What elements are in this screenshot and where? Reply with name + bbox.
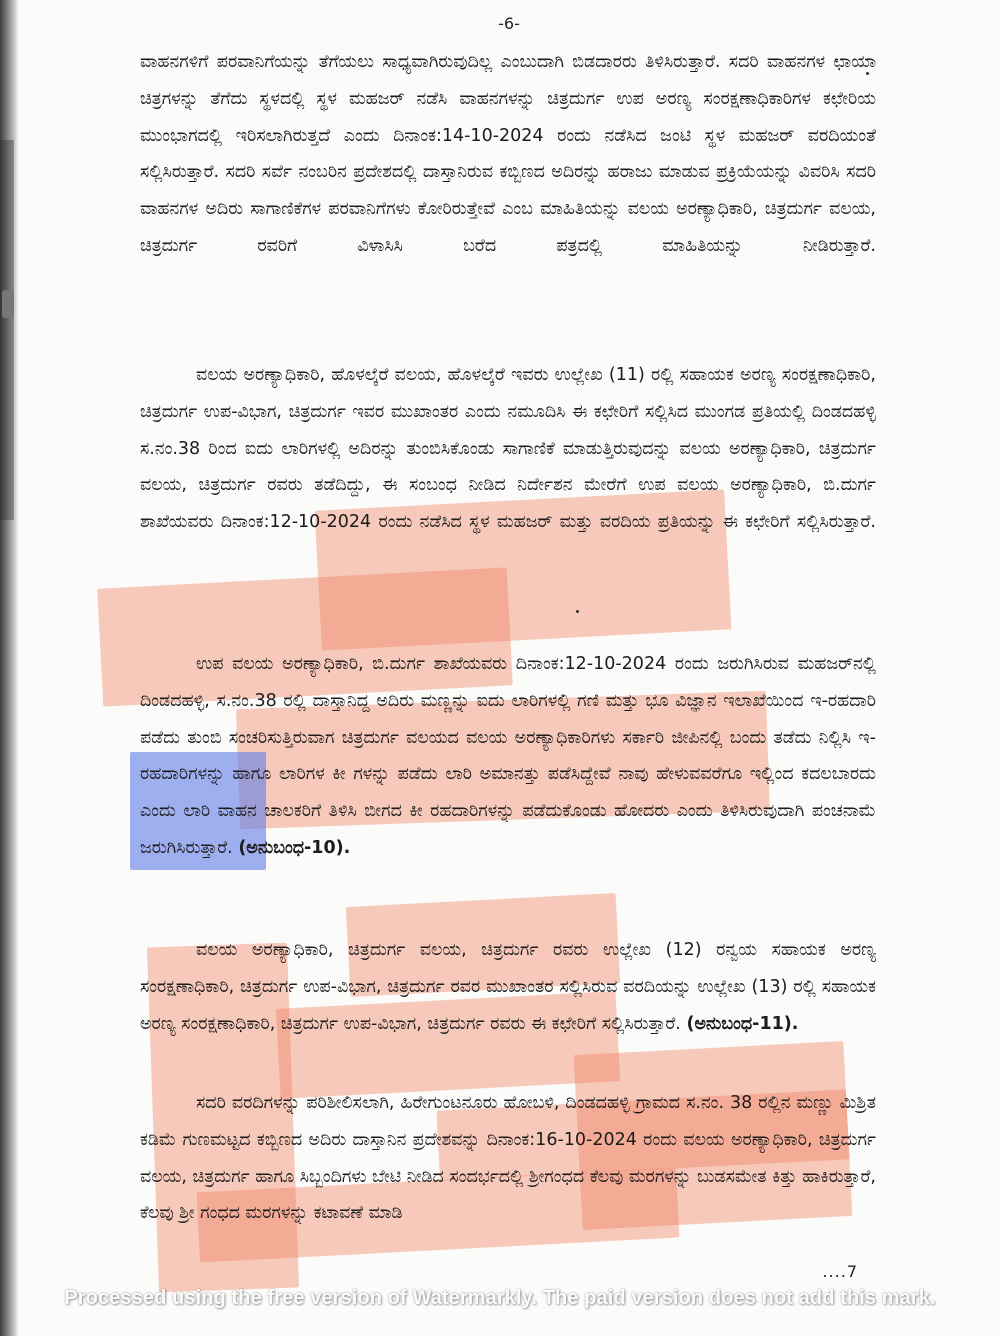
paragraph-text: ಸದರಿ ವರದಿಗಳನ್ನು ಪರಿಶೀಲಿಸಲಾಗಿ, ಹಿರೇಗುಂಟನೂರು ಹೋಬಳಿ, ದಿಂಡದಹಳ್ಳಿ ಗ್ರಾಮದ ಸ.ನಂ. 38 ರಲ್ಲಿನ ಮಣ್ಣು ಮಿಶ್ರಿತ ಕಡಿಮೆ ಗುಣಮಟ್ಟದ ಕಬ್ಬಿಣದ ಅದಿರು ದಾಸ್ತಾನಿನ ಪ್ರದೇಶವನ್ನು ದಿನಾಂಕ:16-10-2024 ರಂದು ವಲಯ ಅರಣ್ಯಾಧಿಕಾರಿ, ಚಿತ್ರದುರ್ಗ ವಲಯ, ಚಿತ್ರದುರ್ಗ ಹಾಗೂ ಸಿಬ್ಬಂದಿಗಳು ಬೇಟಿ ನೀಡಿದ ಸಂದರ್ಭದಲ್ಲಿ ಶ್ರೀಗಂಧದ ಕೆಲವು ಮರಗಳನ್ನು ಬುಡಸಮೇತ ಕಿತ್ತು ಹಾಕಿರುತ್ತಾರೆ, ಕೆಲವು ಶ್ರೀ ಗಂಧದ ಮರಗಳನ್ನು ಕಟಾವಣೆ ಮಾಡಿ [140, 1093, 876, 1224]
paragraph-text: ಉಪ ವಲಯ ಅರಣ್ಯಾಧಿಕಾರಿ, ಬಿ.ದುರ್ಗ ಶಾಖೆಯವರು ದಿನಾಂಕ:12-10-2024 ರಂದು ಜರುಗಿಸಿರುವ ಮಹಜರ್‌ನಲ್ಲಿ ದಿಂಡದಹಳ್ಳಿ, ಸ.ನಂ.38 ರಲ್ಲಿ ದಾಸ್ತಾನಿದ್ದ ಅದಿರು ಮಣ್ಣನ್ನು ಐದು ಲಾರಿಗಳಲ್ಲಿ ಗಣಿ ಮತ್ತು ಭೂ ವಿಜ್ಞಾನ ಇಲಾಖೆಯಿಂದ ಇ-ರಹದಾರಿ ಪಡೆದು ತುಂಬಿ ಸಂಚರಿಸುತ್ತಿರುವಾಗ ಚಿತ್ರದುರ್ಗ ವಲಯದ ವಲಯ ಅರಣ್ಯಾಧಿಕಾರಿಗಳು ಸರ್ಕಾರಿ ಜೀಪಿನಲ್ಲಿ ಬಂದು ತಡೆದು ನಿಲ್ಲಿಸಿ ಇ-ರಹದಾರಿಗಳನ್ನು ಹಾಗೂ ಲಾರಿಗಳ ಕೀ ಗಳನ್ನು ಪಡೆದು ಲಾರಿ ಅಮಾನತ್ತು ಪಡೆಸಿದ್ದೇವೆ ನಾವು ಹೇಳುವವರೆಗೂ ಇಲ್ಲಿಂದ ಕದಲಬಾರದು ಎಂದು ಲಾರಿ ವಾಹನ ಚಾಲಕರಿಗೆ ತಿಳಿಸಿ ಬೀಗದ ಕೀ ರಹದಾರಿಗಳನ್ನು ಪಡೆದುಕೊಂಡು ಹೋದರು ಎಂದು ತಿಳಿಸಿರುವುದಾಗಿ ಪಂಚನಾಮೆ ಜರುಗಿಸಿರುತ್ತಾರೆ. [140, 654, 876, 858]
document-page [18, 0, 1000, 1336]
scan-left-edge [0, 0, 18, 1336]
paragraph-3 [140, 646, 876, 867]
annexure-reference: (ಅನುಬಂಧ-11). [686, 1013, 799, 1034]
paragraph-4 [140, 932, 876, 1042]
scan-shadow [0, 140, 14, 520]
continuation-mark: ....7 [822, 1262, 858, 1281]
paragraph-1 [140, 44, 876, 265]
paragraph-5 [140, 1085, 876, 1232]
paragraph-text: ವಾಹನಗಳಿಗೆ ಪರವಾನಿಗೆಯನ್ನು ತೆಗೆಯಲು ಸಾಧ್ಯವಾಗಿರುವುದಿಲ್ಲ ಎಂಬುದಾಗಿ ಬಿಡದಾರರು ತಿಳಿಸಿರುತ್ತಾರೆ. ಸದರಿ ವಾಹನಗಳ ಛಾಯಾ ಚಿತ್ರಗಳನ್ನು ತೆಗೆದು ಸ್ಥಳದಲ್ಲಿ ಸ್ಥಳ ಮಹಜರ್ ನಡೆಸಿ ವಾಹನಗಳನ್ನು ಚಿತ್ರದುರ್ಗ ಉಪ ಅರಣ್ಯ ಸಂರಕ್ಷಣಾಧಿಕಾರಿಗಳ ಕಛೇರಿಯ ಮುಂಭಾಗದಲ್ಲಿ ಇರಿಸಲಾಗಿರುತ್ತದೆ ಎಂದು ದಿನಾಂಕ:14-10-2024 ರಂದು ನಡೆಸಿದ ಜಂಟಿ ಸ್ಥಳ ಮಹಜರ್ ವರದಿಯಂತೆ ಸಲ್ಲಿಸಿರುತ್ತಾರೆ. ಸದರಿ ಸರ್ವೆ ನಂಬರಿನ ಪ್ರದೇಶದಲ್ಲಿ ದಾಸ್ತಾನಿರುವ ಕಬ್ಬಿಣದ ಅದಿರನ್ನು ಹರಾಜು ಮಾಡುವ ಪ್ರಕ್ರಿಯೆಯನ್ನು ವಿವರಿಸಿ ಸದರಿ ವಾಹನಗಳ ಅದಿರು ಸಾಗಾಣಿಕೆಗಳ ಪರವಾನಿಗೆಗಳು ಕೋರಿರುತ್ತೇವೆ ಎಂಬ ಮಾಹಿತಿಯನ್ನು ವಲಯ ಅರಣ್ಯಾಧಿಕಾರಿ, ಚಿತ್ರದುರ್ಗ ವಲಯ, ಚಿತ್ರದುರ್ಗ ರವರಿಗೆ ವಿಳಾಸಿಸಿ ಬರೆದ ಪತ್ರದಲ್ಲಿ ಮಾಹಿತಿಯನ್ನು ನೀಡಿರುತ್ತಾರೆ. [140, 52, 876, 256]
paragraph-text: ವಲಯ ಅರಣ್ಯಾಧಿಕಾರಿ, ಚಿತ್ರದುರ್ಗ ವಲಯ, ಚಿತ್ರದುರ್ಗ ರವರು ಉಲ್ಲೇಖ (12) ರನ್ವಯ ಸಹಾಯಕ ಅರಣ್ಯ ಸಂರಕ್ಷಣಾಧಿಕಾರಿ, ಚಿತ್ರದುರ್ಗ ಉಪ-ವಿಭಾಗ, ಚಿತ್ರದುರ್ಗ ರವರ ಮುಖಾಂತರ ಸಲ್ಲಿಸಿರುವ ವರದಿಯನ್ನು ಉಲ್ಲೇಖ (13) ರಲ್ಲಿ ಸಹಾಯಕ ಅರಣ್ಯ ಸಂರಕ್ಷಣಾಧಿಕಾರಿ, ಚಿತ್ರದುರ್ಗ ಉಪ-ವಿಭಾಗ, ಚಿತ್ರದುರ್ಗ ರವರು ಈ ಕಛೇರಿಗೆ ಸಲ್ಲಿಸಿರುತ್ತಾರೆ. [140, 940, 876, 1034]
scan-binder-mark [2, 290, 14, 318]
page-number: -6- [498, 14, 520, 33]
paragraph-2 [140, 357, 876, 541]
annexure-reference: (ಅನುಬಂಧ-10). [238, 837, 351, 858]
watermark-text: Processed using the free version of Watermarkly. The paid version does not add this mark. [64, 1287, 936, 1309]
scan-speck [576, 610, 579, 613]
paragraph-text: ವಲಯ ಅರಣ್ಯಾಧಿಕಾರಿ, ಹೊಳಲ್ಕೆರೆ ವಲಯ, ಹೊಳಲ್ಕೆರೆ ಇವರು ಉಲ್ಲೇಖ (11) ರಲ್ಲಿ ಸಹಾಯಕ ಅರಣ್ಯ ಸಂರಕ್ಷಣಾಧಿಕಾರಿ, ಚಿತ್ರದುರ್ಗ ಉಪ-ವಿಭಾಗ, ಚಿತ್ರದುರ್ಗ ಇವರ ಮುಖಾಂತರ ಎಂದು ನಮೂದಿಸಿ ಈ ಕಛೇರಿಗೆ ಸಲ್ಲಿಸಿದ ಮುಂಗಡ ಪ್ರತಿಯಲ್ಲಿ ದಿಂಡದಹಳ್ಳಿ ಸ.ನಂ.38 ರಿಂದ ಐದು ಲಾರಿಗಳಲ್ಲಿ ಅದಿರನ್ನು ತುಂಬಿಸಿಕೊಂಡು ಸಾಗಾಣಿಕೆ ಮಾಡುತ್ತಿರುವುದನ್ನು ವಲಯ ಅರಣ್ಯಾಧಿಕಾರಿ, ಚಿತ್ರದುರ್ಗ ವಲಯ, ಚಿತ್ರದುರ್ಗ ರವರು ತಡೆದಿದ್ದು, ಈ ಸಂಬಂಧ ನೀಡಿದ ನಿರ್ದೇಶನ ಮೇರೆಗೆ ಉಪ ವಲಯ ಅರಣ್ಯಾಧಿಕಾರಿ, ಬಿ.ದುರ್ಗ ಶಾಖೆಯವರು ದಿನಾಂಕ:12-10-2024 ರಂದು ನಡೆಸಿದ ಸ್ಥಳ ಮಹಜರ್ ಮತ್ತು ವರದಿಯ ಪ್ರತಿಯನ್ನು ಈ ಕಛೇರಿಗೆ ಸಲ್ಲಿಸಿರುತ್ತಾರೆ. [140, 365, 876, 533]
